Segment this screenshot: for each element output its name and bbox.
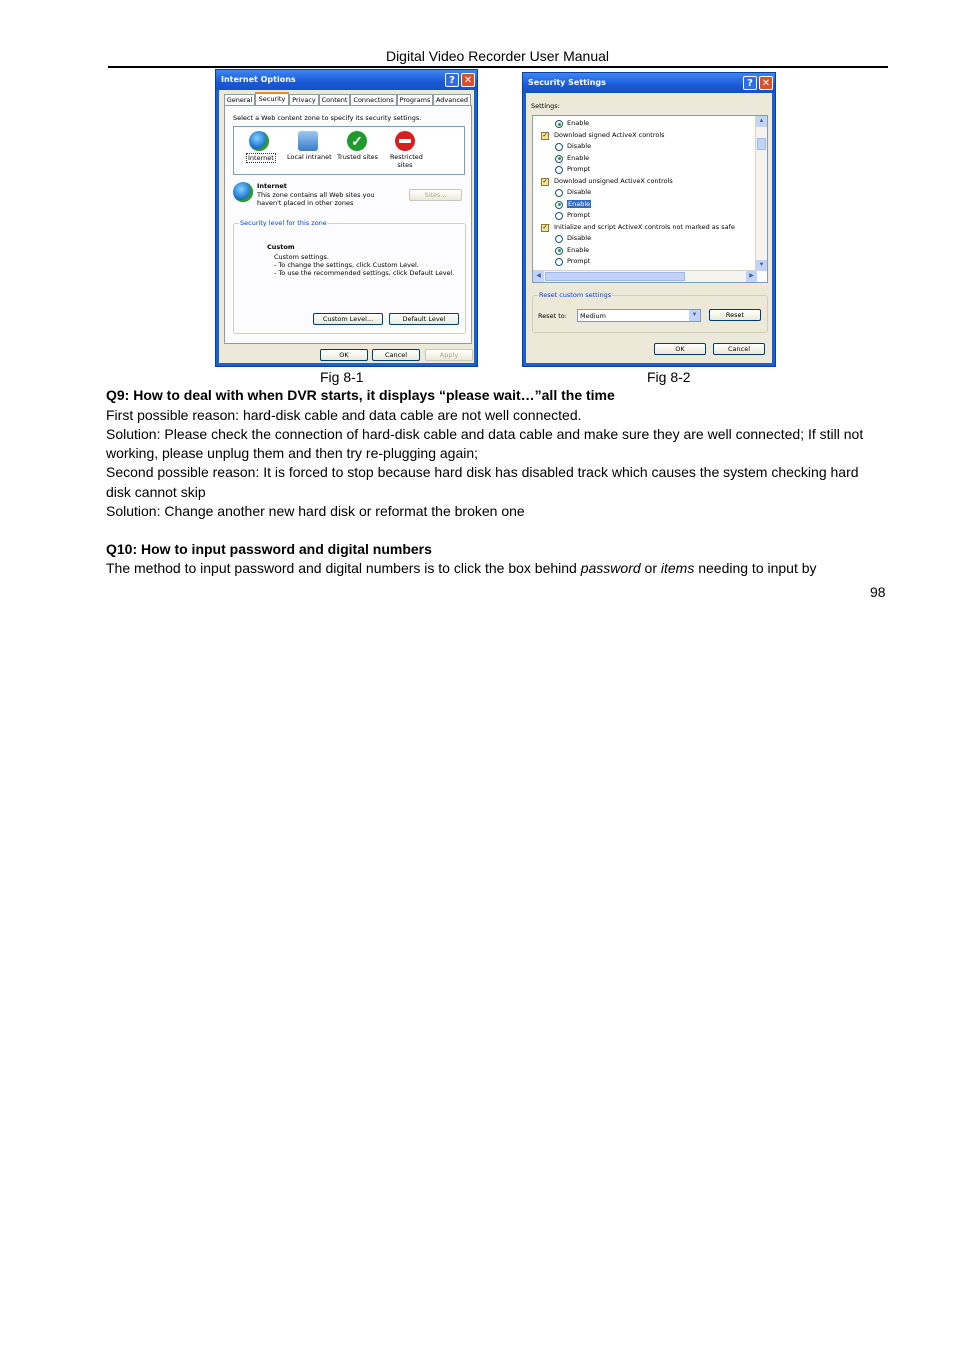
zone-title: Internet bbox=[257, 182, 287, 190]
settings-list[interactable] bbox=[532, 115, 768, 283]
q10-em-password: password bbox=[580, 560, 641, 576]
reset-to-value: Medium bbox=[580, 312, 606, 320]
tab-content[interactable]: Content bbox=[319, 94, 350, 105]
custom-title: Custom bbox=[267, 243, 295, 251]
zone-desc-line-2: haven't placed in other zones bbox=[257, 199, 354, 207]
zone-label-local-intranet[interactable]: Local intranet bbox=[287, 153, 332, 161]
security-settings-window bbox=[522, 72, 776, 367]
zone-desc-line-1: This zone contains all Web sites you bbox=[257, 191, 375, 199]
reset-button[interactable]: Reset bbox=[709, 309, 761, 321]
q10-text-end: needing to input by bbox=[694, 560, 817, 576]
restricted-sites-icon[interactable] bbox=[395, 131, 415, 151]
document-header: Digital Video Recorder User Manual bbox=[385, 48, 610, 64]
setting-option[interactable] bbox=[533, 141, 753, 152]
default-level-button[interactable]: Default Level bbox=[389, 313, 459, 325]
security-level-group bbox=[233, 219, 466, 334]
page-number: 98 bbox=[870, 584, 886, 600]
setting-label: Prompt bbox=[567, 211, 591, 219]
setting-label: Initialize and script ActiveX controls not marked as safe bbox=[554, 222, 735, 231]
setting-label: Enable bbox=[568, 199, 591, 208]
scroll-down-icon[interactable]: ▼ bbox=[756, 260, 767, 271]
internet-options-body bbox=[219, 90, 474, 363]
ok-button[interactable]: OK bbox=[654, 343, 706, 355]
security-settings-body bbox=[526, 93, 772, 363]
radio-icon[interactable] bbox=[555, 120, 563, 128]
setting-option[interactable] bbox=[533, 199, 753, 210]
setting-option[interactable] bbox=[533, 187, 753, 198]
apply-button: Apply bbox=[425, 349, 473, 361]
custom-line-3: - To use the recommended settings, click Default Level. bbox=[274, 269, 455, 277]
security-settings-title: Security Settings bbox=[523, 73, 775, 93]
setting-category-icon: ✓ bbox=[542, 224, 548, 231]
tab-privacy[interactable]: Privacy bbox=[289, 94, 319, 105]
zone-label-trusted-sites[interactable]: Trusted sites bbox=[337, 153, 379, 161]
setting-label: Prompt bbox=[567, 257, 591, 265]
ok-button[interactable]: OK bbox=[320, 349, 368, 361]
scroll-up-icon[interactable]: ▲ bbox=[756, 116, 767, 127]
cancel-button[interactable]: Cancel bbox=[372, 349, 420, 361]
vertical-scrollbar[interactable] bbox=[755, 116, 767, 271]
tab-general[interactable]: General bbox=[224, 94, 255, 105]
setting-label: Disable bbox=[567, 142, 592, 150]
q9-paragraph-3a: Second possible reason: It is forced to stop because hard disk has disabled track which causes the system checking hard bbox=[106, 464, 859, 480]
reset-to-select[interactable] bbox=[577, 309, 701, 322]
internet-options-window bbox=[215, 69, 478, 367]
fig-8-1-caption: Fig 8-1 bbox=[320, 369, 364, 385]
setting-option[interactable] bbox=[533, 245, 753, 256]
security-level-label: Security level for this zone bbox=[240, 219, 327, 227]
setting-label: Download unsigned ActiveX controls bbox=[554, 176, 673, 185]
setting-label: Disable bbox=[567, 234, 592, 242]
cancel-button[interactable]: Cancel bbox=[713, 343, 765, 355]
internet-globe-icon[interactable] bbox=[249, 131, 269, 151]
setting-label: Download signed ActiveX controls bbox=[554, 130, 665, 139]
custom-line-1: Custom settings. bbox=[274, 253, 329, 261]
fig-8-2-caption: Fig 8-2 bbox=[647, 369, 691, 385]
scroll-left-icon[interactable]: ◀ bbox=[533, 271, 544, 282]
help-icon[interactable]: ? bbox=[743, 76, 757, 90]
tab-security[interactable]: Security bbox=[255, 92, 289, 106]
tab-connections[interactable]: Connections bbox=[350, 94, 397, 105]
horizontal-scrollbar[interactable] bbox=[533, 270, 757, 282]
setting-option[interactable] bbox=[533, 233, 753, 244]
tab-advanced[interactable]: Advanced bbox=[433, 94, 471, 105]
zone-label-restricted-sites[interactable]: Restricted sites bbox=[390, 153, 423, 169]
q10-heading: Q10: How to input password and digital numbers bbox=[106, 541, 432, 557]
radio-icon[interactable] bbox=[555, 201, 563, 209]
setting-label: Enable bbox=[567, 119, 590, 127]
sites-button: Sites... bbox=[409, 189, 462, 201]
q9-paragraph-2a: Solution: Please check the connection of hard-disk cable and data cable and make sure they are well connected; If still not bbox=[106, 426, 864, 442]
setting-category[interactable] bbox=[533, 222, 753, 233]
radio-icon[interactable] bbox=[555, 235, 563, 243]
radio-icon[interactable] bbox=[555, 212, 563, 220]
radio-icon[interactable] bbox=[555, 143, 563, 151]
zone-list[interactable] bbox=[233, 126, 465, 175]
reset-custom-label: Reset custom settings bbox=[539, 291, 612, 299]
radio-icon[interactable] bbox=[555, 258, 563, 266]
help-icon[interactable]: ? bbox=[445, 73, 459, 87]
custom-line-2: - To change the settings, click Custom Level. bbox=[274, 261, 419, 269]
q9-paragraph-2b: working, please unplug them and then try re-plugging again; bbox=[106, 445, 479, 461]
q10-paragraph bbox=[106, 559, 817, 578]
zone-instruction: Select a Web content zone to specify its security settings. bbox=[233, 114, 422, 122]
setting-category[interactable] bbox=[533, 176, 753, 187]
setting-label: Disable bbox=[567, 188, 592, 196]
setting-option[interactable] bbox=[533, 210, 753, 221]
q9-heading: Q9: How to deal with when DVR starts, it displays “please wait…”all the time bbox=[106, 387, 615, 403]
setting-label: Enable bbox=[567, 245, 590, 254]
reset-custom-group bbox=[532, 291, 768, 333]
q9-paragraph-3b: disk cannot skip bbox=[106, 484, 206, 500]
radio-icon[interactable] bbox=[555, 247, 563, 255]
setting-option[interactable] bbox=[533, 164, 753, 175]
setting-category[interactable] bbox=[533, 130, 753, 141]
custom-level-button[interactable]: Custom Level... bbox=[313, 313, 383, 325]
setting-label: Enable bbox=[567, 153, 590, 162]
close-icon[interactable]: ✕ bbox=[759, 76, 773, 90]
radio-icon[interactable] bbox=[555, 189, 563, 197]
radio-icon[interactable] bbox=[555, 155, 563, 163]
internet-zone-globe-icon bbox=[233, 182, 253, 202]
zone-label-internet[interactable]: Internet bbox=[248, 154, 274, 162]
setting-option[interactable] bbox=[533, 118, 753, 129]
setting-category-icon: ✓ bbox=[542, 178, 548, 185]
q10-text-mid: or bbox=[640, 560, 661, 576]
reset-to-label: Reset to: bbox=[538, 312, 567, 320]
security-tab-panel bbox=[224, 105, 472, 344]
chevron-down-icon[interactable]: ▼ bbox=[689, 310, 700, 321]
close-icon[interactable]: ✕ bbox=[461, 73, 475, 87]
q10-text-start: The method to input password and digital numbers is to click the box behind bbox=[106, 560, 581, 576]
settings-label: Settings: bbox=[531, 102, 560, 110]
local-intranet-icon[interactable] bbox=[298, 131, 318, 151]
tab-programs[interactable]: Programs bbox=[397, 94, 433, 105]
scroll-h-thumb[interactable] bbox=[545, 272, 685, 281]
setting-category-icon: ✓ bbox=[542, 132, 548, 139]
setting-option[interactable] bbox=[533, 153, 753, 164]
trusted-sites-check-icon[interactable]: ✓ bbox=[347, 131, 367, 151]
setting-option[interactable] bbox=[533, 256, 753, 267]
q9-paragraph-4: Solution: Change another new hard disk or reformat the broken one bbox=[106, 503, 525, 519]
internet-options-title: Internet Options bbox=[216, 70, 477, 90]
radio-icon[interactable] bbox=[555, 166, 563, 174]
scroll-thumb[interactable] bbox=[757, 138, 766, 150]
header-rule bbox=[108, 66, 888, 68]
q10-em-items: items bbox=[660, 560, 695, 576]
q9-paragraph-1: First possible reason: hard-disk cable and data cable are not well connected. bbox=[106, 407, 582, 423]
setting-label: Prompt bbox=[567, 165, 591, 173]
scroll-right-icon[interactable]: ▶ bbox=[746, 271, 757, 282]
